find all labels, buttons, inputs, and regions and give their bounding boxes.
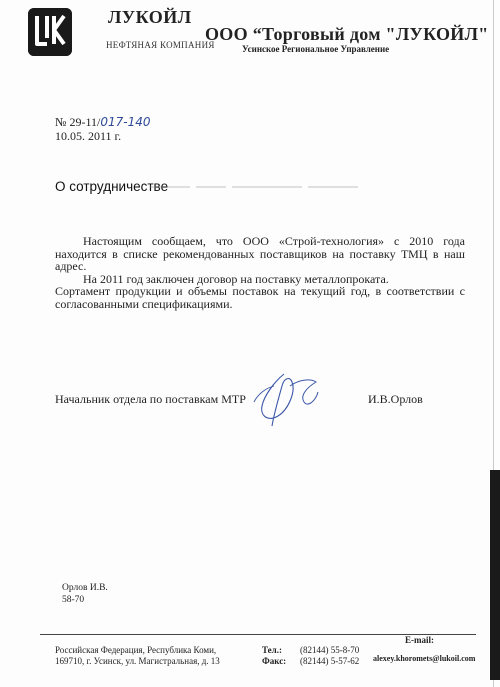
footer-address-line-1: Российская Федерация, Республика Коми, (55, 645, 217, 655)
footer-contact-labels (262, 645, 286, 667)
brand-name: ЛУКОЙЛ (108, 7, 192, 27)
letter-date: 10.05. 2011 г. (55, 129, 122, 143)
reference-handwritten: 017-140 (100, 115, 151, 129)
fax-value: (82144) 5-57-62 (300, 656, 360, 666)
footer-phones (300, 645, 359, 667)
body-paragraph-1: Настоящим сообщаем, что ООО «Строй-технология» с 2010 года находится в списке рекомендованных поставщиков на поставку ТМЦ в наш адрес. (55, 234, 465, 274)
signer-title: Начальник отдела по поставкам МТР (55, 392, 246, 406)
tel-label: Тел.: (262, 645, 282, 655)
footer-address-line-2: 169710, г. Усинск, ул. Магистральная, д. 13 (55, 656, 220, 666)
scan-dark-edge (490, 470, 500, 680)
company-name: ООО “Торговый дом "ЛУКОЙЛ" (205, 24, 489, 44)
lukoil-logo-icon (28, 8, 72, 56)
executor-name: Орлов И.В. (62, 583, 108, 593)
letter-body (55, 235, 465, 311)
reference-number (55, 115, 150, 130)
fax-label: Факс: (262, 656, 287, 666)
faint-bleed-through (150, 178, 410, 192)
reference-prefix: № 29-11/ (55, 115, 101, 129)
brand-subtitle: НЕФТЯНАЯ КОМПАНИЯ (106, 40, 215, 50)
company-subdivision: Усинское Региональное Управление (242, 44, 390, 54)
body-paragraph-3: Сортамент продукции и объемы поставок на текущий год, в соответствии с согласованными спецификациями. (55, 284, 465, 311)
executor-phone: 58-70 (62, 595, 85, 605)
email-label: E-mail: (405, 635, 434, 645)
footer-address (55, 645, 220, 667)
executor-block (62, 582, 108, 606)
signer-name: И.В.Орлов (368, 392, 423, 406)
handwritten-signature (244, 372, 334, 428)
email-value: alexey.khoromets@lukoil.com (373, 654, 476, 663)
body-paragraph-2: На 2011 год заключен договор на поставку металлопроката. (83, 271, 389, 286)
tel-value: (82144) 55-8-70 (300, 645, 360, 655)
letter-subject: О сотрудничестве (55, 179, 169, 194)
